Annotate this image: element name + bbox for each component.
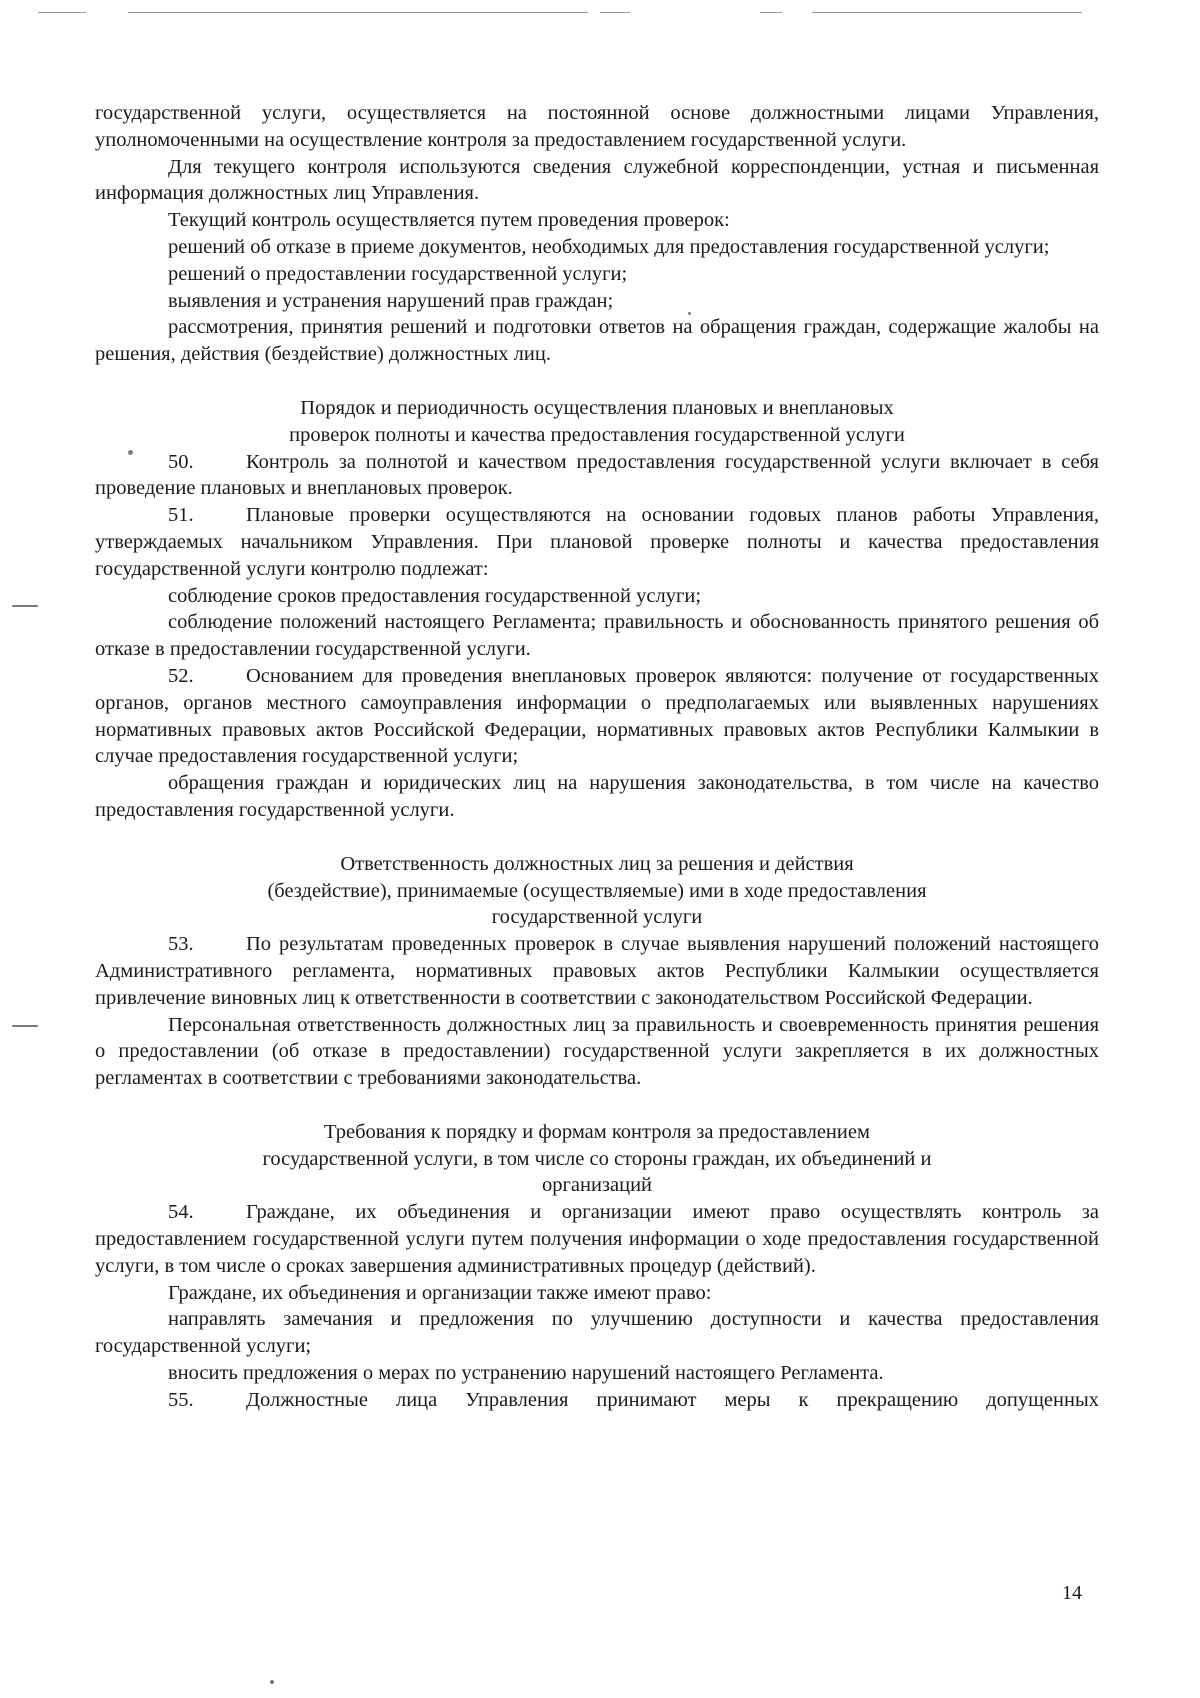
list-item: обращения граждан и юридических лиц на нарушения законодательства, в том числе на качество предоставления государственной услуги. [95, 772, 1099, 821]
list-item: решений об отказе в приеме документов, необходимых для предоставления государственной услуги; [168, 235, 1050, 258]
page-number: 14 [1062, 1582, 1082, 1604]
paragraph-number: 51. [168, 504, 194, 527]
numbered-paragraph [95, 931, 1099, 1011]
list-item: рассмотрения, принятия решений и подготовки ответов на обращения граждан, содержащие жалобы на решения, действия (бездействие) должностных лиц. [95, 316, 1099, 366]
paragraph: Граждане, их объединения и организации также имеют право: [168, 1281, 712, 1304]
scan-speck [270, 1680, 274, 1684]
paragraph-number: 55. [168, 1388, 194, 1411]
list-item: соблюдение сроков предоставления государственной услуги; [168, 584, 702, 607]
scan-line [38, 12, 86, 13]
heading-line: (бездействие), принимаемые (осуществляемые) ими в ходе предоставления [267, 879, 927, 902]
paragraph-text: По результатам проведенных проверок в случае выявления нарушений положений настоящего Административного регламента, нормативных правовых актов Республики Калмыкии осуществляется привлечение виновных лиц к ответственности в соответствии с законодательством Российской Федерации. [95, 933, 1099, 1009]
section-heading [95, 395, 1099, 449]
heading-line: государственной услуги [491, 906, 703, 929]
paragraph: государственной услуги, осуществляется на постоянной основе должностными лицами Управления, уполномоченными на осуществление контроля за предоставлением государственной услуги. [95, 102, 1099, 151]
paragraph: Для текущего контроля используются сведения служебной корреспонденции, устная и письменная информация должностных лиц Управления. [95, 155, 1099, 205]
scan-speck [12, 605, 38, 607]
scan-line [812, 12, 1082, 13]
scan-line [600, 12, 630, 13]
heading-line: проверок полноты и качества предоставления государственной услуги [289, 423, 905, 446]
document-body [95, 100, 1099, 1414]
list-item: направлять замечания и предложения по улучшению доступности и качества предоставления государственной услуги; [95, 1308, 1099, 1358]
paragraph: Персональная ответственность должностных лиц за правильность и своевременность принятия решения о предоставлении (об отказе в предоставлении) государственной услуги закрепляется в их должностных регламентах в соответствии с требованиями законодательства. [95, 1013, 1099, 1090]
numbered-paragraph [95, 1387, 1099, 1414]
section-heading [95, 851, 1099, 931]
list-item: выявления и устранения нарушений прав граждан; [168, 289, 614, 312]
paragraph-number: 54. [168, 1201, 194, 1224]
heading-line: Ответственность должностных лиц за решения и действия [340, 852, 854, 875]
paragraph-number: 52. [168, 664, 194, 687]
paragraph-text: Основанием для проведения внеплановых проверок являются: получение от государственных органов, органов местного самоуправления информации о предполагаемых или выявленных нарушениях нормативных правовых актов Российской Федерации, нормативных правовых актов Республики Калмыкии в случае предоставления государственной услуги; [95, 664, 1099, 768]
scan-speck [12, 1025, 38, 1027]
paragraph: Текущий контроль осуществляется путем проведения проверок: [168, 209, 730, 232]
numbered-paragraph [95, 502, 1099, 582]
paragraph-text: Плановые проверки осуществляются на основании годовых планов работы Управления, утверждаемых начальником Управления. При плановой проверке полноты и качества предоставления государственной услуги контролю подлежат: [95, 504, 1099, 580]
paragraph-text: Контроль за полнотой и качеством предоставления государственной услуги включает в себя проведение плановых и внеплановых проверок. [95, 450, 1099, 500]
list-item: соблюдение положений настоящего Регламента; правильность и обоснованность принятого решения об отказе в предоставлении государственной услуги. [95, 611, 1099, 661]
paragraph-text: Граждане, их объединения и организации имеют право осуществлять контроль за предоставлением государственной услуги путем получения информации о ходе предоставления государственной услуги, в том числе о сроках завершения административных процедур (действий). [95, 1201, 1099, 1277]
section-heading [95, 1119, 1099, 1199]
numbered-paragraph [95, 1199, 1099, 1279]
paragraph-text: Должностные лица Управления принимают меры к прекращению допущенных [246, 1388, 1099, 1411]
scan-line [760, 12, 782, 13]
numbered-paragraph [95, 663, 1099, 770]
heading-line: Порядок и периодичность осуществления плановых и внеплановых [300, 396, 894, 419]
scan-line [128, 12, 588, 13]
numbered-paragraph [95, 449, 1099, 503]
heading-line: Требования к порядку и формам контроля за предоставлением [324, 1120, 870, 1143]
paragraph-number: 50. [168, 450, 194, 473]
list-item: решений о предоставлении государственной услуги; [168, 262, 628, 285]
paragraph-number: 53. [168, 933, 194, 956]
heading-line: государственной услуги, в том числе со стороны граждан, их объединений и [262, 1147, 932, 1170]
list-item: вносить предложения о мерах по устранению нарушений настоящего Регламента. [168, 1362, 884, 1385]
heading-line: организаций [541, 1174, 653, 1197]
